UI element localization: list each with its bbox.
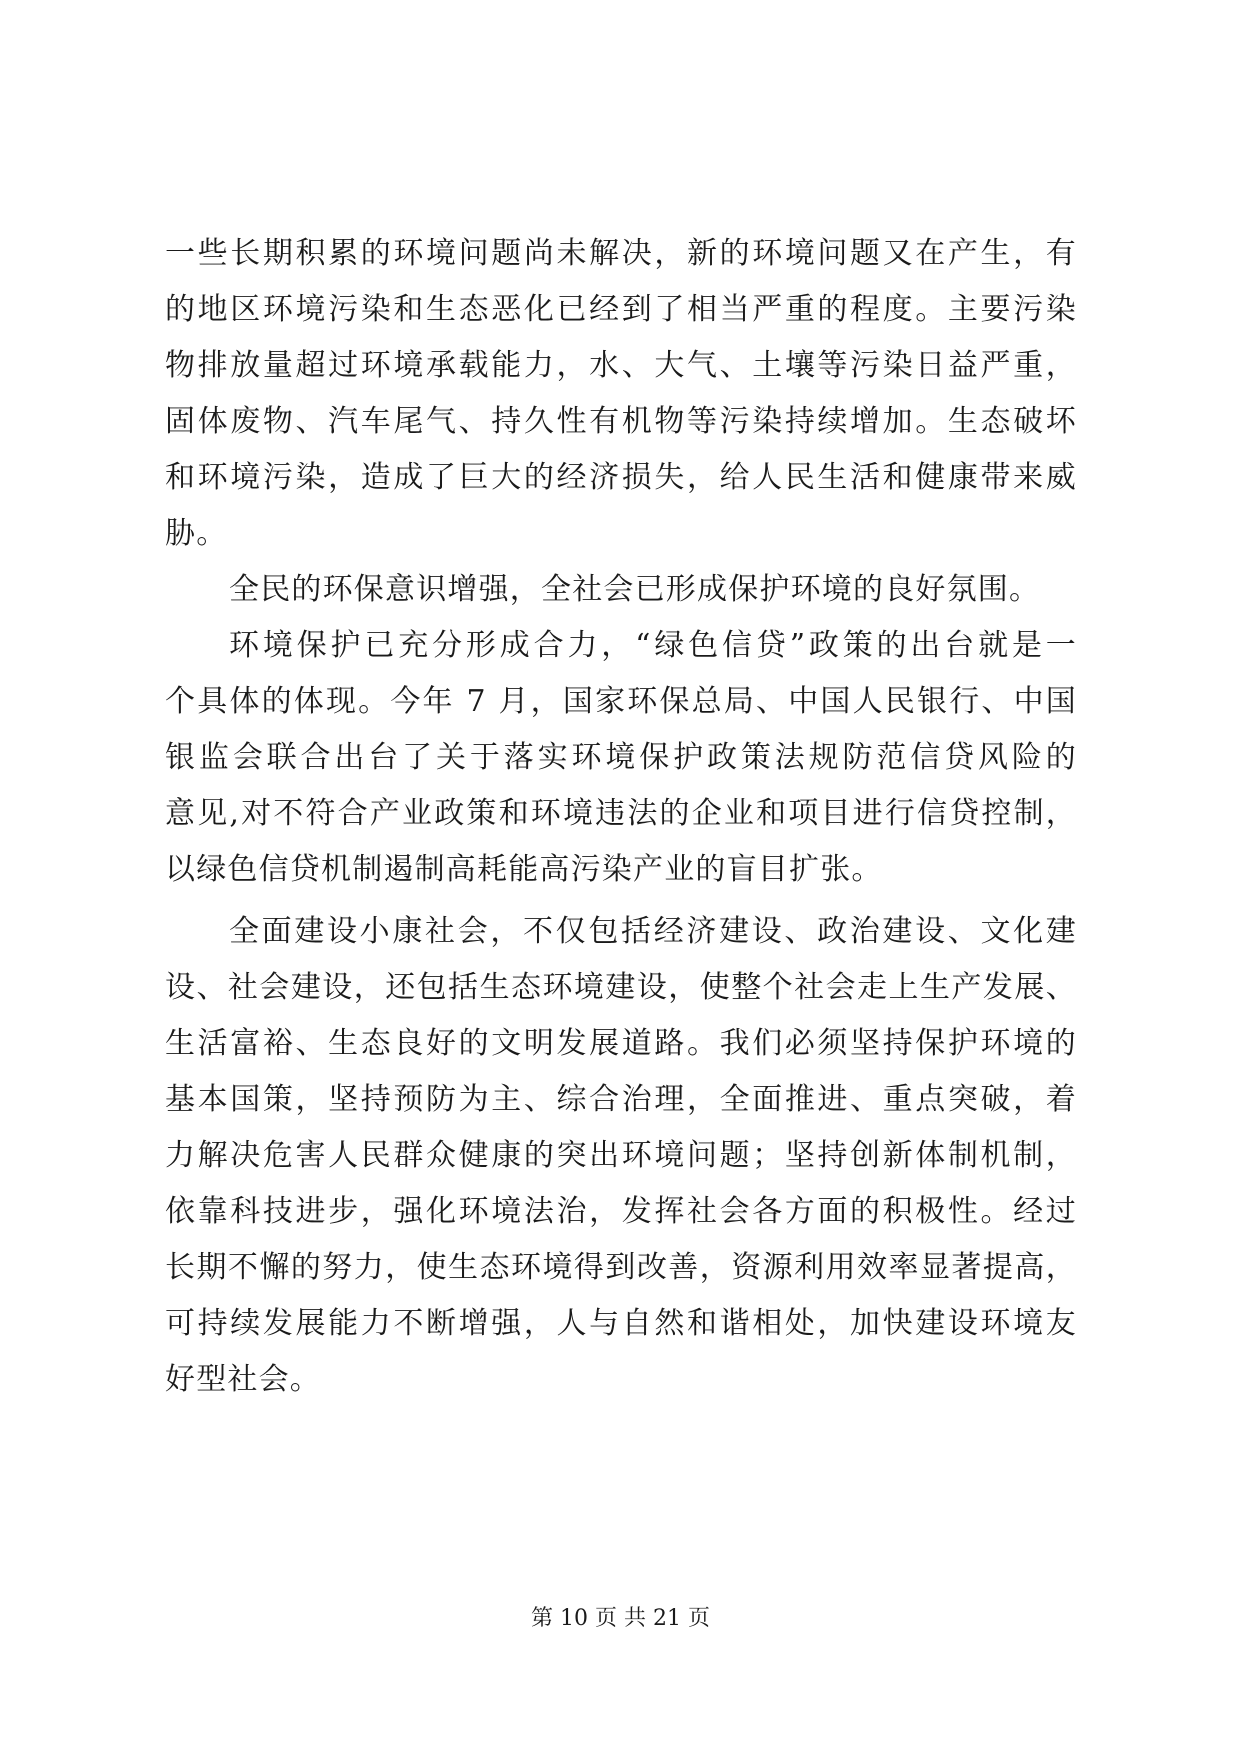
paragraph-line: 全面建设小康社会，不仅包括经济建设、政治建设、文化建 xyxy=(229,914,1077,949)
text-line: 好型社会。 xyxy=(165,1362,321,1397)
paragraph-line: 全民的环保意识增强，全社会已形成保护环境的良好氛围。 xyxy=(229,572,1041,607)
text-line: 设、社会建设，还包括生态环境建设，使整个社会走上生产发展、 xyxy=(165,970,1077,1005)
text-line: 银监会联合出台了关于落实环境保护政策法规防范信贷风险的 xyxy=(165,740,1077,775)
page-footer xyxy=(0,1604,1241,1634)
text-line: 以绿色信贷机制遏制高耗能高污染产业的盲目扩张。 xyxy=(165,852,883,887)
text-line: 个具体的体现。今年 7 月，国家环保总局、中国人民银行、中国 xyxy=(165,684,1077,719)
text-line: 的地区环境污染和生态恶化已经到了相当严重的程度。主要污染 xyxy=(165,292,1077,327)
text-line: 意见,对不符合产业政策和环境违法的企业和项目进行信贷控制， xyxy=(165,796,1077,831)
text-line: 可持续发展能力不断增强，人与自然和谐相处，加快建设环境友 xyxy=(165,1306,1077,1341)
text-line: 基本国策，坚持预防为主、综合治理，全面推进、重点突破，着 xyxy=(165,1082,1077,1117)
text-line: 力解决危害人民群众健康的突出环境问题；坚持创新体制机制， xyxy=(165,1138,1077,1173)
text-line: 长期不懈的努力，使生态环境得到改善，资源利用效率显著提高， xyxy=(165,1250,1077,1285)
text-line: 依靠科技进步，强化环境法治，发挥社会各方面的积极性。经过 xyxy=(165,1194,1077,1229)
text-line: 固体废物、汽车尾气、持久性有机物等污染持续增加。生态破坏 xyxy=(165,404,1077,439)
page-number-label: 第 10 页 共 21 页 xyxy=(531,1606,710,1631)
text-line: 物排放量超过环境承载能力，水、大气、土壤等污染日益严重， xyxy=(165,348,1077,383)
text-line: 胁。 xyxy=(165,516,228,551)
text-line: 和环境污染，造成了巨大的经济损失，给人民生活和健康带来威 xyxy=(165,460,1077,495)
text-line: 一些长期积累的环境问题尚未解决，新的环境问题又在产生，有 xyxy=(165,236,1077,271)
text-line: 生活富裕、生态良好的文明发展道路。我们必须坚持保护环境的 xyxy=(165,1026,1077,1061)
body-text xyxy=(165,226,1077,1408)
paragraph-line: 环境保护已充分形成合力，“绿色信贷”政策的出台就是一 xyxy=(229,628,1077,663)
